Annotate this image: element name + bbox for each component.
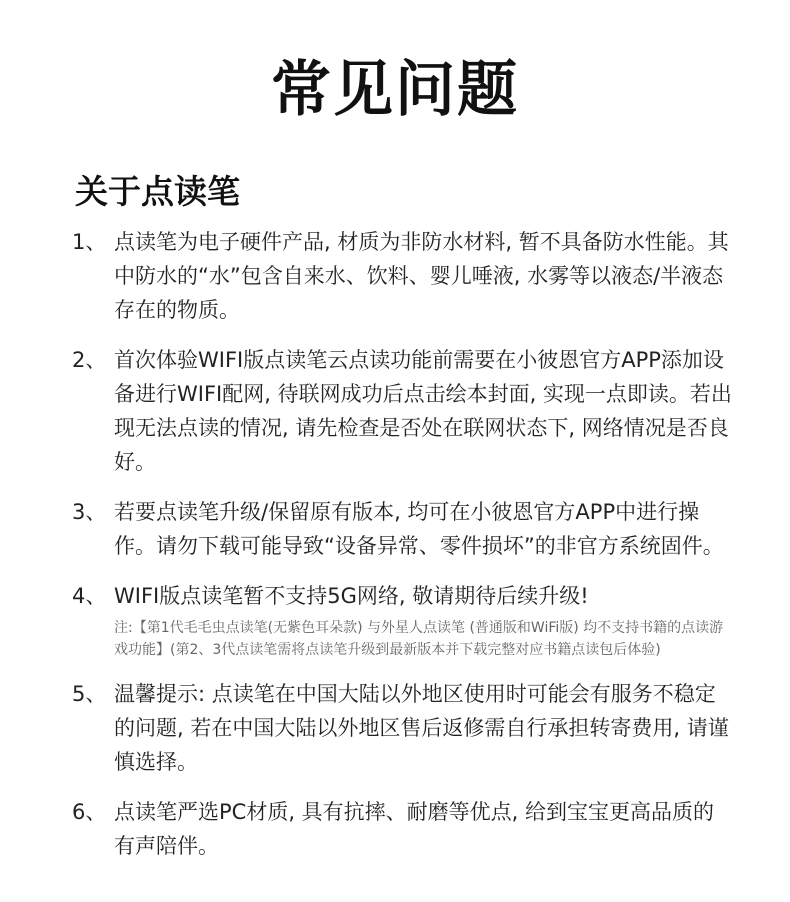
faq-number: 1、: [72, 230, 107, 254]
faq-note: 注:【第1代毛毛虫点读笔(无紫色耳朵款) 与外星人点读笔 (普通版和WiFi版) 均不支持书籍的点读游戏功能】(第2、3代点读笔需将点读笔升级到最新版本并下载完整对应书籍点读包后体验): [114, 620, 724, 658]
faq-item: [72, 677, 732, 779]
faq-number: 5、: [72, 682, 107, 706]
faq-item: [72, 495, 732, 563]
faq-item: [72, 579, 732, 661]
faq-text: 温馨提示: 点读笔在中国大陆以外地区使用时可能会有服务不稳定的问题, 若在中国大陆以外地区售后返修需自行承担转寄费用, 请谨慎选择。: [114, 682, 729, 774]
faq-body: [114, 579, 732, 661]
faq-body: [114, 225, 732, 327]
page-title: 常见问题: [271, 55, 519, 125]
faq-text: WIFI版点读笔暂不支持5G网络, 敬请期待后续升级!: [114, 584, 589, 608]
faq-number: 3、: [72, 500, 107, 524]
faq-item: [72, 225, 732, 327]
section-title: 关于点读笔: [75, 172, 240, 211]
faq-body: [114, 795, 732, 863]
faq-text: 首次体验WIFI版点读笔云点读功能前需要在小彼恩官方APP添加设备进行WIFI配网, 待联网成功后点击绘本封面, 实现一点即读。若出现无法点读的情况, 请先检查是否处在联网状态下, 网络情况是否良好。: [114, 348, 732, 474]
faq-text: 点读笔严选PC材质, 具有抗摔、耐磨等优点, 给到宝宝更高品质的有声陪伴。: [114, 800, 715, 858]
faq-list: [72, 225, 732, 879]
faq-number: 2、: [72, 348, 107, 372]
faq-item: [72, 795, 732, 863]
faq-item: [72, 343, 732, 479]
faq-body: [114, 343, 732, 479]
faq-body: [114, 677, 732, 779]
faq-text: 若要点读笔升级/保留原有版本, 均可在小彼恩官方APP中进行操作。请勿下载可能导致“设备异常、零件损坏”的非官方系统固件。: [114, 500, 724, 558]
faq-text: 点读笔为电子硬件产品, 材质为非防水材料, 暂不具备防水性能。其中防水的“水”包含自来水、饮料、婴儿唾液, 水雾等以液态/半液态存在的物质。: [114, 230, 729, 322]
faq-number: 4、: [72, 584, 107, 608]
faq-body: [114, 495, 732, 563]
faq-number: 6、: [72, 800, 107, 824]
